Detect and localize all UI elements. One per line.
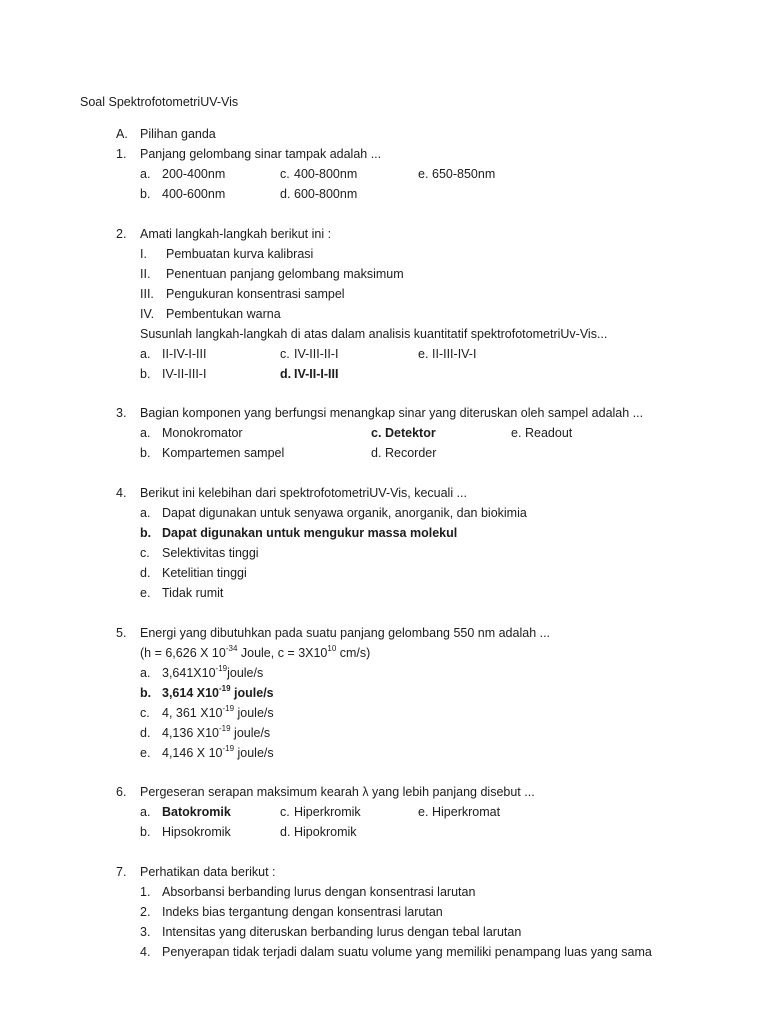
option-c: Selektivitas tinggi <box>162 546 259 560</box>
question-text: Perhatikan data berikut : <box>140 865 276 879</box>
option-a: II-IV-I-III <box>162 347 207 361</box>
item-label: 4. <box>140 945 151 959</box>
option-b: 400-600nm <box>162 187 226 201</box>
option-label: d. <box>371 446 382 460</box>
option-label: a. <box>140 167 151 181</box>
option-b: IV-II-III-I <box>162 367 207 381</box>
question-text: Berikut ini kelebihan dari spektrofotometriUV-Vis, kecuali ... <box>140 486 468 500</box>
option-label: e. <box>140 746 151 760</box>
option-label: b. <box>140 446 151 460</box>
option-e: II-III-IV-I <box>432 347 477 361</box>
step-label: I. <box>140 247 147 261</box>
option-b: Kompartemen sampel <box>162 446 285 460</box>
option-label: b. <box>140 686 152 700</box>
question-text: Amati langkah-langkah berikut ini : <box>140 227 332 241</box>
step-text: Pembuatan kurva kalibrasi <box>166 247 314 261</box>
question-number: 2. <box>116 227 127 241</box>
option-label: d. <box>140 566 151 580</box>
option-c: IV-III-II-I <box>294 347 339 361</box>
option-b: Hipsokromik <box>162 825 231 839</box>
item-label: 1. <box>140 885 151 899</box>
option-e: 4,146 X $10^{-19}$ joule/s <box>162 744 274 760</box>
option-a: Dapat digunakan untuk senyawa organik, anorganik, dan biokimia <box>162 506 527 520</box>
option-label: c. <box>280 805 290 819</box>
option-e: 650-850nm <box>432 167 496 181</box>
option-label: e. <box>418 805 429 819</box>
item-text: Penyerapan tidak terjadi dalam suatu volume yang memiliki penampang luas yang sama <box>162 945 652 959</box>
question-text: Energi yang dibutuhkan pada suatu panjang gelombang 550 nm adalah ... <box>140 626 551 640</box>
option-c: 4, 361 $X10^{-19}$ joule/s <box>162 704 274 720</box>
section-title: Pilihan ganda <box>140 127 216 141</box>
question-constants: (h = 6,626 X $10^{-34}$ Joule, $c = 3X10^{10}$ cm/s) <box>140 644 371 660</box>
question-instruction: Susunlah langkah-langkah di atas dalam analisis kuantitatif spektrofotometriUv-Vis... <box>140 327 608 341</box>
step-text: Penentuan panjang gelombang maksimum <box>166 267 404 281</box>
option-label: c. <box>280 347 290 361</box>
option-label: a. <box>140 347 151 361</box>
option-b: 3,614 $X10^{-19}$ joule/s <box>162 684 274 700</box>
option-d: IV-II-I-III <box>294 367 339 381</box>
option-label: e. <box>418 167 429 181</box>
question-number: 3. <box>116 406 127 420</box>
question-text: Pergeseran serapan maksimum kearah λ yang lebih panjang disebut ... <box>140 785 535 799</box>
option-b: Dapat digunakan untuk mengukur massa molekul <box>162 526 458 540</box>
question-number: 4. <box>116 486 127 500</box>
option-a: 200-400nm <box>162 167 226 181</box>
step-text: Pengukuran konsentrasi sampel <box>166 287 345 301</box>
option-label: d. <box>280 187 291 201</box>
option-a: $3,641X10^{-19}joule/s$ <box>162 664 264 680</box>
option-label: e. <box>140 586 151 600</box>
question-number: 5. <box>116 626 127 640</box>
option-a: Monokromator <box>162 426 243 440</box>
option-c: Hiperkromik <box>294 805 361 819</box>
option-label: b. <box>140 367 151 381</box>
option-label: e. <box>418 347 429 361</box>
option-e: Readout <box>525 426 573 440</box>
option-c: Detektor <box>385 426 436 440</box>
item-text: Intensitas yang diteruskan berbanding lurus dengan tebal larutan <box>162 925 522 939</box>
option-label: a. <box>140 805 151 819</box>
option-label: a. <box>140 506 151 520</box>
question-text: Bagian komponen yang berfungsi menangkap sinar yang diteruskan oleh sampel adalah ... <box>140 406 644 420</box>
option-label: d. <box>280 825 291 839</box>
step-text: Pembentukan warna <box>166 307 281 321</box>
option-label: c. <box>140 546 150 560</box>
step-label: III. <box>140 287 154 301</box>
section-label: A. <box>116 127 128 141</box>
option-a: Batokromik <box>162 805 231 819</box>
option-label: b. <box>140 187 151 201</box>
option-d: Hipokromik <box>294 825 357 839</box>
item-text: Absorbansi berbanding lurus dengan konsentrasi larutan <box>162 885 476 899</box>
option-label: d. <box>280 367 292 381</box>
option-label: a. <box>140 666 151 680</box>
question-number: 6. <box>116 785 127 799</box>
option-label: e. <box>511 426 522 440</box>
item-text: Indeks bias tergantung dengan konsentrasi larutan <box>162 905 443 919</box>
option-e: Hiperkromat <box>432 805 501 819</box>
option-d: 600-800nm <box>294 187 358 201</box>
document-title: Soal SpektrofotometriUV-Vis <box>80 95 239 109</box>
option-label: c. <box>371 426 382 440</box>
option-label: d. <box>140 726 151 740</box>
step-label: IV. <box>140 307 155 321</box>
option-label: c. <box>280 167 290 181</box>
question-text: Panjang gelombang sinar tampak adalah ... <box>140 147 382 161</box>
option-label: a. <box>140 426 151 440</box>
question-number: 7. <box>116 865 127 879</box>
option-d: Ketelitian tinggi <box>162 566 247 580</box>
lambda-symbol: λ <box>362 785 369 799</box>
option-label: b. <box>140 825 151 839</box>
option-d: Recorder <box>385 446 437 460</box>
option-label: c. <box>140 706 150 720</box>
option-label: b. <box>140 526 152 540</box>
option-d: 4,136 $X10^{-19}$ joule/s <box>162 724 271 740</box>
question-number: 1. <box>116 147 127 161</box>
option-c: 400-800nm <box>294 167 358 181</box>
item-label: 3. <box>140 925 151 939</box>
option-e: Tidak rumit <box>162 586 224 600</box>
step-label: II. <box>140 267 151 281</box>
item-label: 2. <box>140 905 151 919</box>
